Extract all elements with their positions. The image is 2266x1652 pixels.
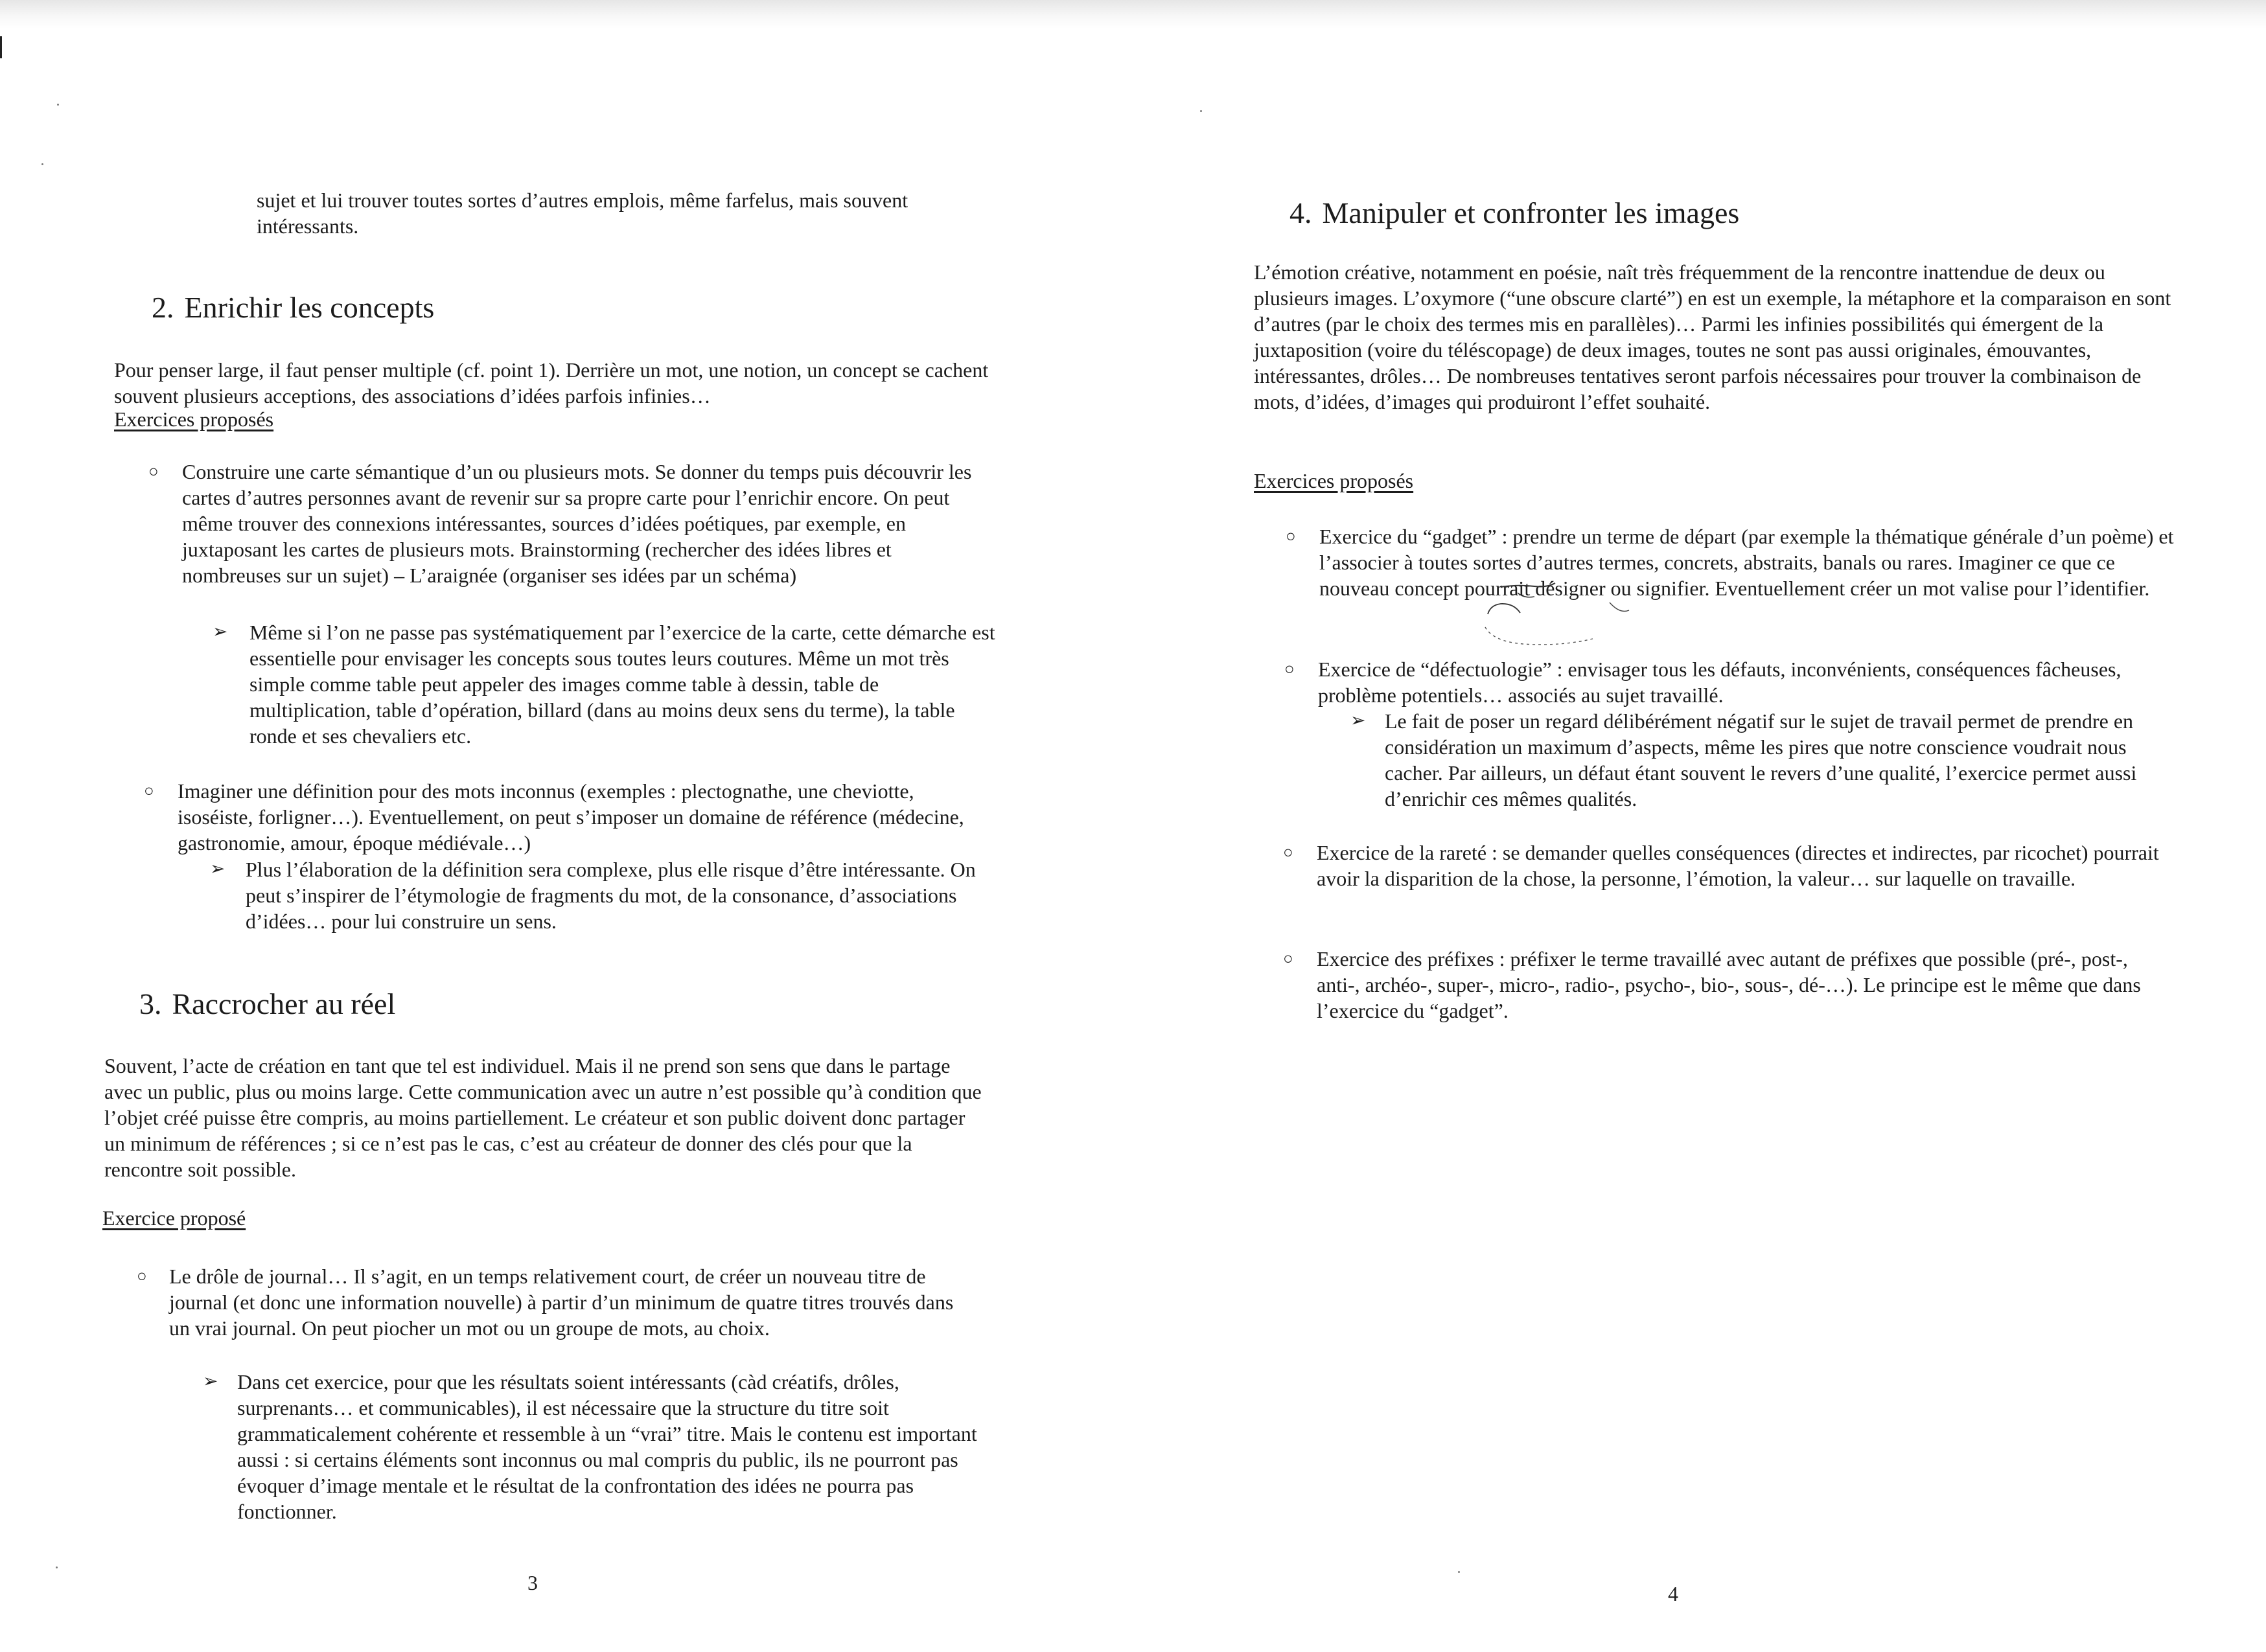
exercises-heading: Exercices proposés [114,407,274,431]
section-title: Manipuler et confronter les images [1322,196,1740,229]
exercise-item: Imaginer une définition pour des mots inconnus (exemples : plectognathe, une cheviotte, isoséiste, forligner…). Eventuellement, on peut s’imposer un domaine de référence (médecine, gastronomie, amour, époque médiévale…) [178,779,964,855]
bullet-icon: ○ [137,1267,147,1285]
section-heading-2 [152,290,434,326]
section-intro: Souvent, l’acte de création en tant que tel est individuel. Mais il ne prend son sens que dans le partage avec un public, plus ou moins large. Cette communication avec un autre n’est possible qu’à condition que l’objet créé puisse être compris, au moins partiellement. Le créateur et son public doivent donc partager un minimum de références ; si ce n’est pas le cas, c’est au créateur de donner des clés pour que la rencontre soit possible. [104,1054,982,1181]
exercise-item: Exercice des préfixes : préfixer le terme travaillé avec autant de préfixes que possible (pré-, post-, anti-, archéo-, super-, micro-, radio-, psycho-, bio-, sous-, dé-…). Le principe est le même que dans l’exercice du “gadget”. [1317,947,2141,1022]
bullet-icon: ○ [144,781,154,800]
arrow-bullet-icon: ➢ [1350,711,1366,731]
bullet-icon: ○ [148,462,159,481]
exercise-item: Le drôle de journal… Il s’agit, en un temps relativement court, de créer un nouveau titre de journal (et donc une information nouvelle) à partir d’un minimum de quatre titres trouvés dans un vrai journal. On peut piocher un mot ou un groupe de mots, au choix. [169,1265,954,1340]
continued-paragraph: sujet et lui trouver toutes sortes d’autres emplois, même farfelus, mais souvent intéressants. [257,189,908,238]
exercise-subitem: Dans cet exercice, pour que les résultats soient intéressants (càd créatifs, drôles, surprenants… et communicables), il est nécessaire que la structure du titre soit grammaticalement cohérente et ressemble à un “vrai” titre. Mais le contenu est important aussi : si certains éléments sont inconnus ou mal compris du public, ils ne pourront pas évoquer d’image mentale et le résultat de la confrontation des idées ne pourra pas fonctionner. [237,1370,977,1523]
exercise-item: Exercice de la rareté : se demander quelles conséquences (directes et indirectes, par ricochet) pourrait avoir la disparition de la chose, la personne, l’émotion, la valeur… sur laquelle on travaille. [1317,841,2159,890]
section-heading-4 [1289,195,1739,231]
section-intro: Pour penser large, il faut penser multiple (cf. point 1). Derrière un mot, une notion, un concept se cachent souvent plusieurs acceptions, des associations d’idées parfois infinies… [114,358,989,407]
exercise-item: Exercice du “gadget” : prendre un terme de départ (par exemple la thématique générale d’un poème) et l’associer à toutes sortes d’autres termes, concrets, abstraits, banals ou rares. Imaginer ce que ce nouveau concept pourrait désigner ou signifier. Eventuellement créer un mot valise pour l’identifier. [1319,525,2174,600]
section-title: Raccrocher au réel [172,987,396,1020]
exercise-subitem: Le fait de poser un regard délibérément négatif sur le sujet de travail permet de prendre en considération un maximum d’aspects, même les pires que notre conscience voudrait nous cacher. Par ailleurs, un défaut étant souvent le revers d’une qualité, l’exercice permet aussi d’enrichir ces mêmes qualités. [1385,709,2137,810]
bullet-icon: ○ [1286,527,1296,545]
page-number: 3 [527,1571,538,1594]
exercise-subitem: Même si l’on ne passe pas systématiquement par l’exercice de la carte, cette démarche est essentielle pour envisager les concepts sous toutes leurs coutures. Même un mot très simple comme table peut appeler des images comme table à dessin, table de multiplication, table d’opération, billard (dans au moins deux sens du terme), la table ronde et ses chevaliers etc. [249,621,995,748]
exercise-heading: Exercice proposé [102,1206,246,1230]
section-number: 2. [152,291,174,324]
bullet-icon: ○ [1284,660,1295,678]
arrow-bullet-icon: ➢ [203,1371,218,1392]
arrow-bullet-icon: ➢ [213,622,228,642]
page-right [1133,0,2266,1652]
arrow-bullet-icon: ➢ [210,859,225,879]
exercises-heading: Exercices proposés [1254,469,1414,492]
section-number: 3. [139,987,162,1020]
section-heading-3 [139,986,395,1022]
bullet-icon: ○ [1283,843,1293,862]
section-title: Enrichir les concepts [184,291,435,324]
page-number: 4 [1668,1582,1678,1605]
handwritten-correction [1133,0,2266,1652]
exercise-item: Exercice de “défectuologie” : envisager tous les défauts, inconvénients, conséquences fâcheuses, problème potentiels… associés au sujet travaillé. [1318,658,2121,707]
bullet-icon: ○ [1283,949,1293,968]
exercise-subitem: Plus l’élaboration de la définition sera complexe, plus elle risque d’être intéressante. On peut s’inspirer de l’étymologie de fragments du mot, de la consonance, d’associations d’idées… pour lui construire un sens. [246,858,976,933]
exercise-item: Construire une carte sémantique d’un ou plusieurs mots. Se donner du temps puis découvrir les cartes d’autres personnes avant de revenir sur sa propre carte pour l’enrichir encore. On peut même trouver des connexions intéressantes, sources d’idées poétiques, par exemple, en juxtaposant les cartes de plusieurs mots. Brainstorming (rechercher des idées libres et nombreuses sur un sujet) – L’araignée (organiser ses idées par un schéma) [182,460,972,587]
section-number: 4. [1289,196,1312,229]
section-intro: L’émotion créative, notamment en poésie, naît très fréquemment de la rencontre inattendue de deux ou plusieurs images. L’oxymore (“une obscure clarté”) en est un exemple, la métaphore et la comparaison en sont d’autres (par le choix des termes mis en parallèles)… Parmi les infinies possibilités qui émergent de la juxtaposition (voire du téléscopage) de deux images, toutes ne sont pas aussi originales, émouvantes, intéressantes, drôles… De nombreuses tentatives seront parfois nécessaires pour trouver la combinaison de mots, d’idées, d’images qui produiront l’effet souhaité. [1254,260,2171,413]
